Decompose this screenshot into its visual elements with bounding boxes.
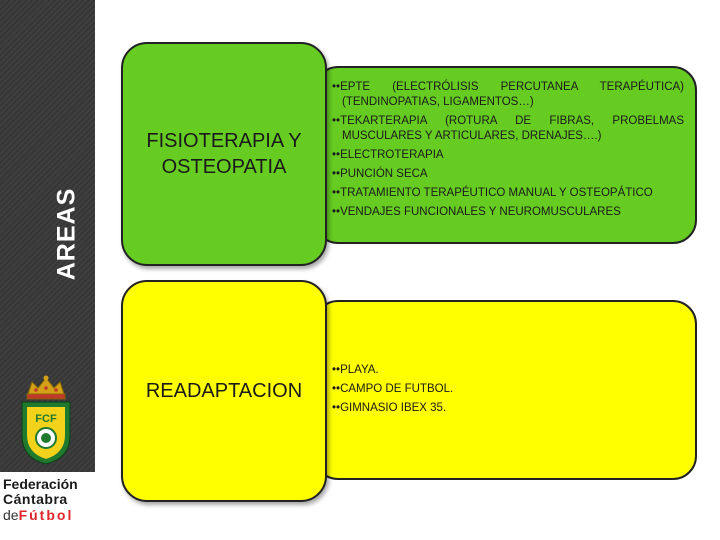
list-item: •• CAMPO DE FUTBOL.: [332, 382, 684, 397]
list-item: •• TRATAMIENTO TERAPÉUTICO MANUAL Y OSTEOPÁTICO: [332, 186, 684, 201]
list-item: •• PUNCIÓN SECA: [332, 167, 684, 182]
logo-line-3-main: Fútbol: [18, 507, 74, 523]
logo-line-3-prefix: de: [3, 507, 19, 523]
fisioterapia-box: [121, 42, 327, 266]
sidebar: [0, 0, 95, 540]
list-item: •• EPTE (ELECTRÓLISIS PERCUTANEA TERAPÉUTICA) (TENDINOPATIAS, LIGAMENTOS…): [332, 80, 684, 110]
readaptacion-title: READAPTACION: [145, 380, 303, 402]
list-item: •• ELECTROTERAPIA: [332, 148, 684, 163]
list-item: •• VENDAJES FUNCIONALES Y NEUROMUSCULARES: [332, 205, 684, 220]
list-item: •• PLAYA.: [332, 363, 684, 378]
federation-logo: [0, 472, 95, 540]
list-item: •• TEKARTERAPIA (ROTURA DE FIBRAS, PROBELMAS MUSCULARES Y ARTICULARES, DRENAJES….): [332, 114, 684, 144]
list-item: •• GIMNASIO IBEX 35.: [332, 401, 684, 416]
readaptacion-list: [332, 363, 684, 420]
logo-line-1: Federación: [3, 476, 78, 492]
logo-line-3: [3, 508, 73, 522]
fisioterapia-list: [332, 80, 684, 224]
federation-crest-icon: [18, 374, 74, 466]
svg-text:FCF: FCF: [35, 413, 57, 425]
logo-line-2: Cántabra: [3, 491, 68, 507]
readaptacion-box: [121, 280, 327, 502]
fisioterapia-title: FISIOTERAPIA Y OSTEOPATIA: [146, 130, 302, 178]
sidebar-title: AREAS: [52, 187, 81, 281]
